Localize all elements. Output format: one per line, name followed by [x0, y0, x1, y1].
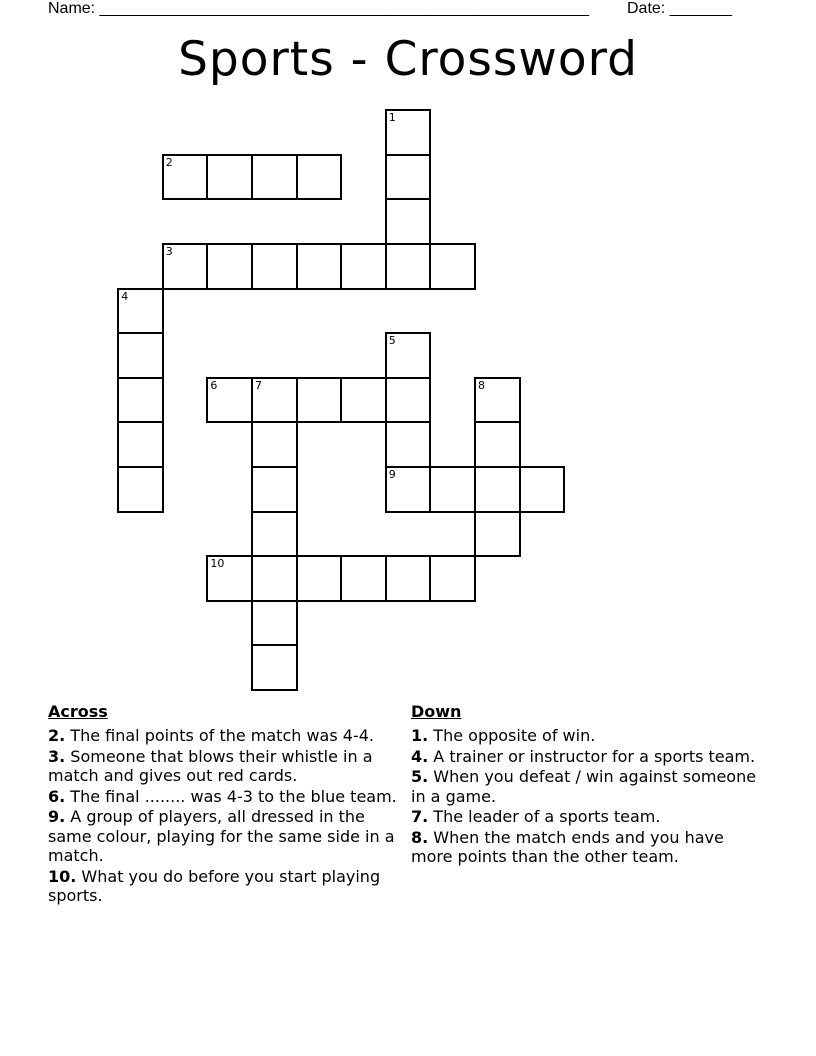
clue-text: What you do before you start playing sports. — [48, 866, 381, 905]
clue-text: The final ........ was 4-3 to the blue team. — [65, 786, 397, 806]
grid-cell — [474, 511, 521, 558]
grid-cell — [251, 555, 298, 602]
name-label: Name: — [48, 0, 96, 17]
grid-cell — [117, 377, 164, 424]
across-clues — [48, 702, 398, 907]
grid-cell — [296, 154, 343, 201]
clue-number: 3 — [165, 245, 173, 258]
across-clue-list — [48, 726, 398, 906]
grid-cell — [340, 243, 387, 290]
clue-number: 6. — [48, 786, 66, 806]
clue-number: 7 — [255, 378, 262, 392]
clue-number: 1 — [388, 111, 396, 125]
across-clue — [48, 787, 398, 807]
clue-number: 5 — [388, 334, 396, 348]
across-clue — [48, 807, 398, 866]
clue-number: 3. — [48, 746, 66, 766]
grid-cell — [251, 243, 298, 290]
grid-cell — [251, 511, 298, 558]
grid-cell — [117, 332, 164, 379]
grid-cell — [117, 466, 164, 513]
grid-cell — [474, 377, 521, 424]
clue-number: 2 — [165, 155, 173, 169]
date-label: Date: — [627, 0, 666, 17]
clue-text: A group of players, all dressed in the same colour, playing for the same side in a match. — [48, 807, 395, 865]
across-heading: Across — [48, 702, 108, 721]
grid-cell — [162, 154, 209, 201]
clue-number: 4. — [411, 746, 429, 766]
clue-number: 6 — [210, 378, 218, 392]
clue-text: When the match ends and you have more points than the other team. — [411, 827, 724, 866]
down-clue — [411, 807, 761, 827]
clue-number: 8 — [478, 378, 485, 392]
clue-text: When you defeat / win against someone in a game. — [411, 767, 757, 806]
grid-cell — [296, 243, 343, 290]
grid-cell — [385, 555, 432, 602]
grid-cell — [206, 243, 253, 290]
grid-cell — [340, 555, 387, 602]
grid-cell — [385, 198, 432, 245]
grid-cell — [429, 555, 476, 602]
down-clue — [411, 726, 761, 746]
grid-cell — [206, 555, 253, 602]
grid-cell — [385, 243, 432, 290]
grid-cell — [117, 288, 164, 335]
across-clue — [48, 867, 398, 906]
grid-cell — [385, 466, 432, 513]
grid-cell — [385, 154, 432, 201]
grid-cell — [296, 555, 343, 602]
grid-cell — [385, 421, 432, 468]
grid-cell — [251, 644, 298, 691]
clue-number: 4 — [121, 289, 129, 303]
grid-cell — [117, 421, 164, 468]
clue-text: The final points of the match was 4-4. — [65, 726, 374, 745]
grid-cell — [474, 421, 521, 468]
grid-cell — [296, 377, 343, 424]
grid-cell — [162, 243, 209, 290]
down-clue — [411, 767, 761, 806]
down-clue — [411, 828, 761, 867]
down-clues — [411, 702, 761, 868]
across-clue — [48, 747, 398, 786]
grid-cell — [385, 377, 432, 424]
clue-number: 10 — [210, 557, 225, 571]
clue-number: 2. — [48, 726, 66, 745]
clue-number: 9. — [48, 807, 66, 826]
grid-cell — [340, 377, 387, 424]
down-clue-list — [411, 726, 761, 867]
grid-cell — [474, 466, 521, 513]
clue-number: 8. — [411, 827, 429, 847]
grid-cell — [251, 154, 298, 201]
grid-cell — [251, 600, 298, 647]
clue-text: The opposite of win. — [428, 726, 596, 745]
grid-cell — [519, 466, 566, 513]
down-heading: Down — [411, 702, 462, 721]
across-clue — [48, 726, 398, 746]
grid-cell — [429, 466, 476, 513]
grid-cell — [251, 466, 298, 513]
grid-cell — [251, 421, 298, 468]
clue-text: A trainer or instructor for a sports team. — [428, 746, 756, 766]
clue-text: The leader of a sports team. — [428, 807, 661, 826]
down-clue — [411, 747, 761, 767]
grid-cell — [385, 332, 432, 379]
page-title: Sports - Crossword — [178, 32, 638, 87]
clue-text: Someone that blows their whistle in a match and gives out red cards. — [48, 746, 373, 785]
clue-number: 5. — [411, 767, 429, 786]
clue-number: 1. — [411, 726, 429, 745]
clue-number: 10. — [48, 866, 77, 886]
date-blank: _______ — [669, 0, 732, 17]
grid-cell — [206, 377, 253, 424]
clue-number: 9 — [388, 468, 396, 481]
grid-cell — [251, 377, 298, 424]
name-blank: _______________________________________________________ — [99, 0, 589, 17]
grid-cell — [385, 109, 432, 156]
grid-cell — [429, 243, 476, 290]
clue-number: 7. — [411, 807, 429, 826]
grid-cell — [206, 154, 253, 201]
